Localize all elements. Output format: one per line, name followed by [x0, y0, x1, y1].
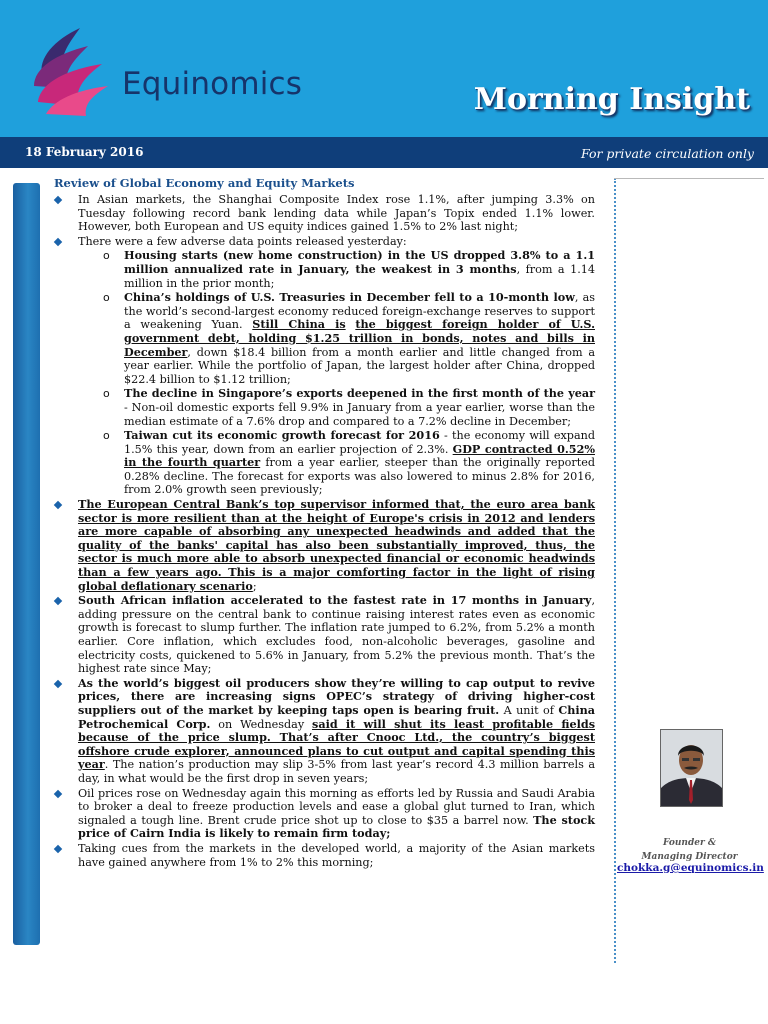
- column-divider: [614, 178, 616, 963]
- founder-email-link[interactable]: chokka.g@equinomics.in: [617, 862, 764, 874]
- report-date: 18 February 2016: [25, 145, 144, 159]
- founder-portrait-icon: [661, 730, 722, 806]
- circle-bullet-icon: o: [103, 429, 110, 443]
- main-content: [54, 176, 595, 870]
- diamond-bullet-icon: [54, 597, 62, 605]
- diamond-bullet-icon: [54, 501, 62, 509]
- circle-bullet-icon: o: [103, 387, 110, 401]
- circle-bullet-icon: o: [103, 249, 110, 263]
- list-item: South African inflation accelerated to the fastest rate in 17 months in January, adding pressure on the central bank to continue raising interest rates even as economic growth is forecast to slump further. The inflation rate jumped to 6.2%, from 5.2% a month earlier. Core inflation, which excludes food, non-alcoholic beverages, gasoline and electricity costs, quickened to 5.6% in January, from 5.2% the previous month. That’s the highest rate since May;: [54, 594, 595, 676]
- sub-list-item: o China’s holdings of U.S. Treasuries in December fell to a 10-month low, as the world’s second-largest economy reduced foreign-exchange reserves to support a weakening Yuan. Still China is the biggest foreign holder of U.S. government debt, holding $1.25 trillion in bonds, notes and bills in December, down $18.4 billion from a month earlier and little changed from a year earlier. While the portfolio of Japan, the largest holder after China, dropped $22.4 billion to $1.12 trillion;: [103, 290, 595, 386]
- sub-list: [78, 249, 595, 497]
- list-item: There were a few adverse data points released yesterday: o Housing starts (new home construction) in the US dropped 3.8% to a 1.1 million annualized rate in January, the weakest in 3 months, from a 1.14 million in the prior month; o China’s holdings of U.S. Treasuries in December fell to a 10-month low, as the world’s second-largest economy reduced foreign-exchange reserves to support a weakening Yuan. Still China is the biggest foreign holder of U.S. government debt, holding $1.25 trillion in bonds, notes and bills in December, down $18.4 billion from a month earlier and little changed from a year earlier. While the portfolio of Japan, the largest holder after China, dropped $22.4 billion to $1.12 trillion; o The decline in Singapore’s exports deepened in the first month of the year - Non-oil domestic exports fell 9.9% in January from a year earlier, worse than the median estimate of a 7.6% drop and compared to a 7.2% decline in December; o Taiwan cut its economic growth forecast for 2016 - the economy will expand 1.5% this year, down from an earlier projection of 2.3%. GDP contracted 0.52% in the fourth quarter from a year earlier, steeper than the originally reported 0.28% decline. The forecast for exports was also lowered to minus 2.8% for 2016, from 2.0% growth seen previously;: [54, 235, 595, 497]
- circulation-note: For private circulation only: [580, 146, 754, 161]
- right-column-top-rule: [614, 178, 764, 179]
- equinomics-logo-icon: [32, 18, 112, 116]
- circle-bullet-icon: o: [103, 291, 110, 305]
- diamond-bullet-icon: [54, 789, 62, 797]
- diamond-bullet-icon: [54, 238, 62, 246]
- list-item: Taking cues from the markets in the developed world, a majority of the Asian markets have gained anywhere from 1% to 2% this morning;: [54, 842, 595, 869]
- report-title: Morning Insight: [473, 82, 750, 117]
- date-band: [0, 137, 768, 168]
- brand-name: Equinomics: [122, 66, 303, 102]
- list-item: The European Central Bank’s top supervisor informed that, the euro area bank sector is more resilient than at the height of Europe's crisis in 2012 and lenders are more capable of absorbing any unexpected headwinds and added that the quality of the banks' capital has also been substantially improved, thus, the sector is much more able to absorb unexpected financial or economic headwinds than a few years ago. This is a major comforting factor in the light of rising global deflationary scenario;: [54, 498, 595, 593]
- sub-list-item: o The decline in Singapore’s exports deepened in the first month of the year - Non-oil domestic exports fell 9.9% in January from a year earlier, worse than the median estimate of a 7.6% drop and compared to a 7.2% decline in December;: [103, 386, 595, 428]
- diamond-bullet-icon: [54, 680, 62, 688]
- left-decorative-bar: [13, 183, 40, 945]
- diamond-bullet-icon: [54, 196, 62, 204]
- founder-title: Founder & Managing Director: [641, 838, 738, 862]
- list-item: As the world’s biggest oil producers show they’re willing to cap output to revive prices, there are increasing signs OPEC’s strategy of driving higher-cost suppliers out of the market by keeping taps open is bearing fruit. A unit of China Petrochemical Corp. on Wednesday said it will shut its least profitable fields because of the price slump. That’s after Cnooc Ltd., the country’s biggest offshore crude explorer, announced plans to cut output and capital spending this year. The nation’s production may slip 3-5% from last year’s record 4.3 million barrels a day, in what would be the first drop in seven years;: [54, 677, 595, 786]
- list-item: Oil prices rose on Wednesday again this morning as efforts led by Russia and Saudi Arabia to broker a deal to freeze production levels and ease a global glut turned to Iran, which signaled a tough line. Brent crude price shot up to close to $35 a barrel now. The stock price of Cairn India is likely to remain firm today;: [54, 787, 595, 841]
- header-banner: [0, 0, 768, 137]
- diamond-bullet-icon: [54, 845, 62, 853]
- bullet-list: [54, 193, 595, 869]
- sub-list-item: o Taiwan cut its economic growth forecast for 2016 - the economy will expand 1.5% this year, down from an earlier projection of 2.3%. GDP contracted 0.52% in the fourth quarter from a year earlier, steeper than the originally reported 0.28% decline. The forecast for exports was also lowered to minus 2.8% for 2016, from 2.0% growth seen previously;: [103, 428, 595, 497]
- founder-photo: [660, 729, 723, 807]
- sub-list-item: o Housing starts (new home construction) in the US dropped 3.8% to a 1.1 million annualized rate in January, the weakest in 3 months, from a 1.14 million in the prior month;: [103, 248, 595, 290]
- list-item: In Asian markets, the Shanghai Composite Index rose 1.1%, after jumping 3.3% on Tuesday following record bank lending data while Japan’s Topix ended 1.1% lower. However, both European and US equity indices gained 1.5% to 2% last night;: [54, 193, 595, 234]
- section-heading: Review of Global Economy and Equity Markets: [54, 176, 355, 190]
